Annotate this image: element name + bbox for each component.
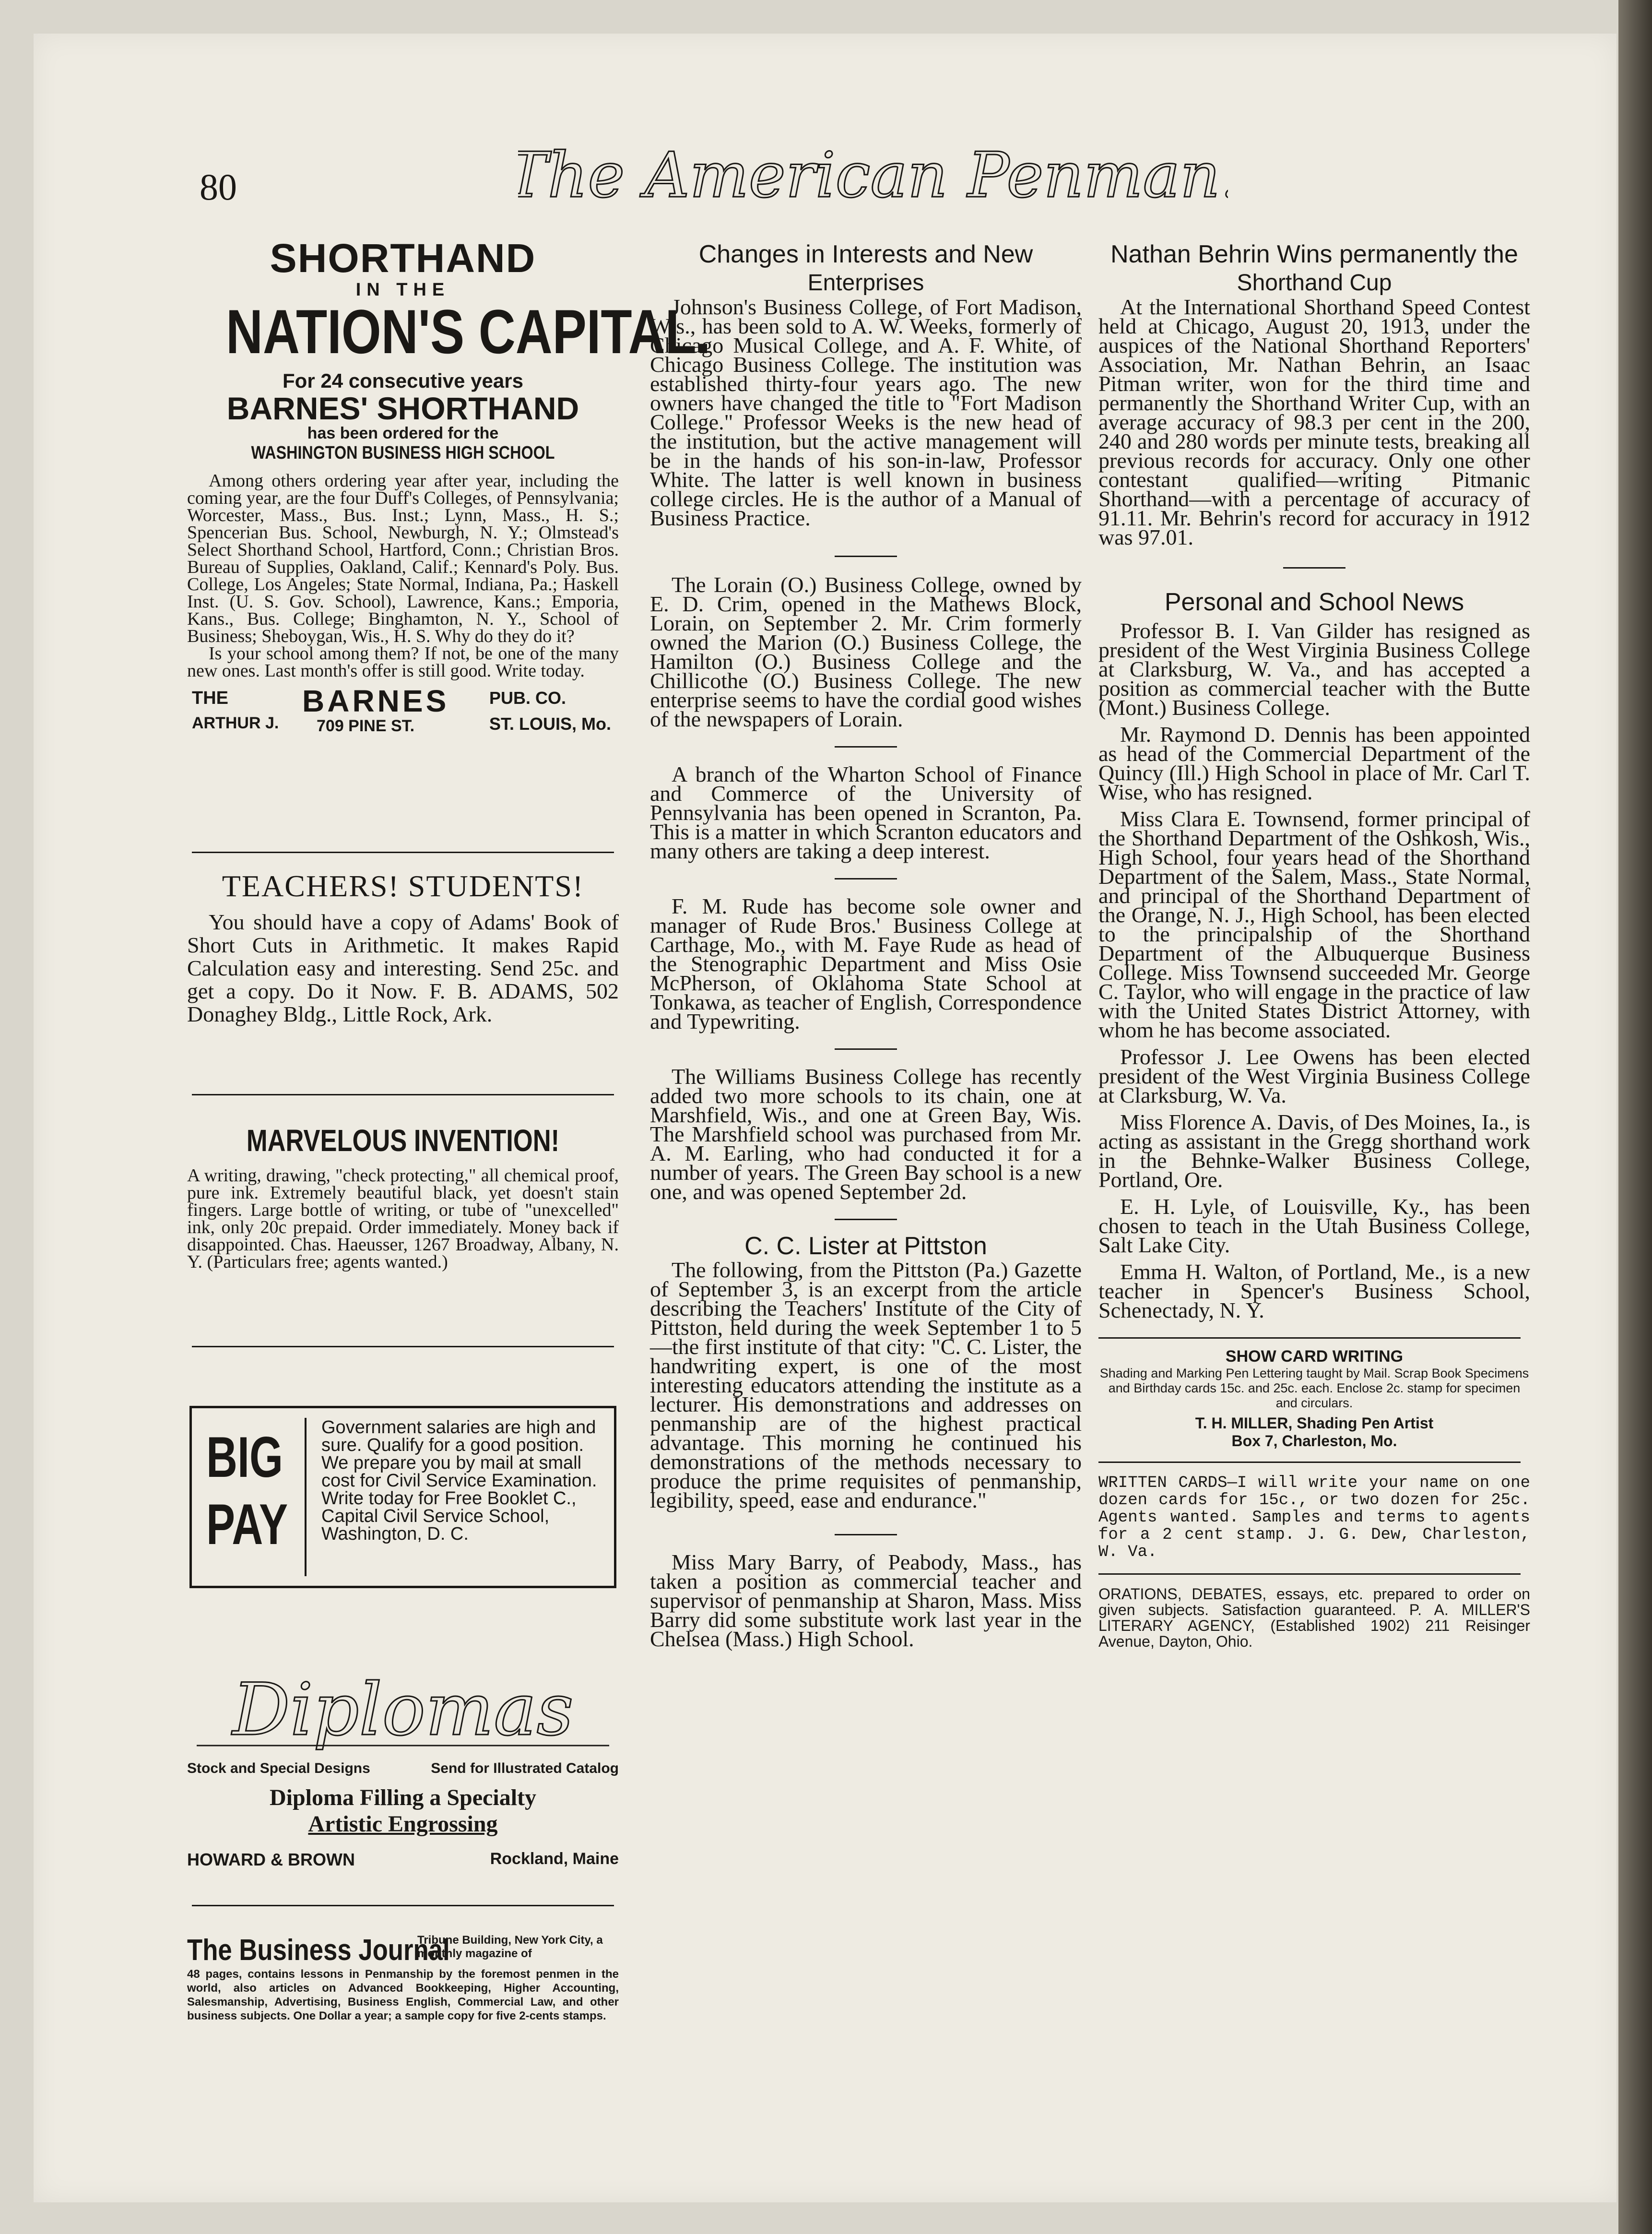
teachers-ad <box>187 868 619 1026</box>
personal-p3: Mr. Raymond D. Dennis has been appointed as head of the Commercial Department of the Quincy (Ill.) High School in place of Mr. Carl T. Wise, who has resigned. <box>1098 722 1530 804</box>
barnes-h7: WASHINGTON BUSINESS HIGH SCHOOL <box>251 443 555 463</box>
diplomas-firm: HOWARD & BROWN <box>187 1850 355 1869</box>
changes-p5: The Williams Business College has recently added two more schools to its chain, one at Marshfield, Wis., and one at Green Bay, Wis. The Marshfield school was purchased from Mr. A. M. Earling, who had conducted it for a number of years. The Green Bay school is a new one, and was opened September 2d. <box>650 1064 1082 1204</box>
barnes-body-2: Is your school among them? If not, be one of the many new ones. Last month's offer is still good. Write today. <box>187 643 619 681</box>
behrin-p1: At the International Shorthand Speed Contest held at Chicago, August 20, 1913, under the auspices of the National Shorthand Reporters' Association, Mr. Nathan Behrin, an Isaac Pitman writer, won for the third time and permanently the Shorthand Writer Cup, with an average accuracy of 98.3 per cent in the 200, 240 and 280 words per minute tests, breaking all previous records for accuracy. Only one other contestant qualified—writing Pitmanic Shorthand—with a percentage of accuracy of 91.11. Mr. Behrin's record for accuracy in 1912 was 97.01. <box>1098 295 1530 549</box>
teachers-body: You should have a copy of Adams' Book of Short Cuts in Arithmetic. It makes Rapid Calculation easy and interesting. Send 25c. and get a copy. Do it Now. F. B. ADAMS, 502 Donaghey Bldg., Little Rock, Ark. <box>187 910 619 1026</box>
changes-p1: Johnson's Business College, of Fort Madison, Wis., has been sold to A. W. Weeks, formerly of Chicago Musical College, and A. F. White, of Chicago Business College. The institution was established thirty-four years ago. The new owners have changed the title to "Fort Madison College." Professor Weeks is the new head of the institution, but the active management will be in the hands of his son-in-law, Professor White. The latter is well known in business college circles. He is the author of a Manual of Business Practice. <box>650 295 1082 530</box>
bigpay-pay: PAY <box>206 1492 288 1557</box>
svg-text:The American Penman.: The American Penman. <box>518 139 1228 212</box>
barnes-body: Among others ordering year after year, including the coming year, are the four Duff's Colleges, of Pennsylvania; Worcester, Mass., Bus. Inst.; Lynn, Mass., H. S.; Spencerian Bus. School, Newburgh, N. Y.; Olmstead's Select Shorthand School, Hartford, Conn.; Christian Bros. Bureau of Supplies, Oakland, Calif.; Kennard's Poly. Bus. College, Los Angeles; State Normal, Indiana, Pa.; Haskell Inst. (U. S. Gov. School), Lawrence, Kans.; Emporia, Kans., Bus. College; Binghamton, N. Y., School of Business; Sheboygan, Wis., H. S. Why do they do it? <box>187 471 619 646</box>
invention-ad <box>187 1123 619 1271</box>
personal-p5: Professor J. Lee Owens has been elected president of the West Virginia Business College at Clarksburg, W. Va. <box>1098 1045 1530 1107</box>
short-divider <box>835 556 897 557</box>
column-3 <box>1098 240 1530 1650</box>
changes-title-1: Changes in Interests and New <box>698 240 1033 268</box>
showcard-name: T. H. MILLER, Shading Pen Artist <box>1195 1414 1434 1432</box>
divider <box>1098 1337 1521 1339</box>
short-divider <box>835 1219 897 1220</box>
barnes-footer-left-1: THE <box>192 688 228 708</box>
journal-address: Tribune Building, New York City, a monthly magazine of <box>417 1934 603 1960</box>
journal-body: 48 pages, contains lessons in Penmanship by the foremost penmen in the world, also articles on Advanced Bookkeeping, Higher Accounting, Salesmanship, Advertising, Business English, Commercial Law, and other business subjects. One Dollar a year; a sample copy for five 2-cents stamps. <box>187 1968 619 2022</box>
showcard-title: SHOW CARD WRITING <box>1225 1347 1404 1366</box>
barnes-h6: has been ordered for the <box>307 424 499 442</box>
masthead-script <box>518 130 1228 226</box>
diplomas-ad <box>187 1665 619 1870</box>
barnes-h5: BARNES' SHORTHAND <box>226 391 579 426</box>
personal-p6: Miss Florence A. Davis, of Des Moines, Ia., is acting as assistant in the Gregg shorthand work in the Behnke-Walker Business College, Portland, Ore. <box>1098 1110 1530 1192</box>
divider <box>192 1094 614 1095</box>
barnes-footer-right-2: ST. LOUIS, Mo. <box>489 714 612 734</box>
diplomas-line1: Diploma Filling a Specialty <box>269 1785 537 1810</box>
diplomas-line2: Artistic Engrossing <box>308 1811 498 1837</box>
barnes-h2: IN THE <box>355 280 450 300</box>
divider <box>1098 1462 1521 1463</box>
lister-title: C. C. Lister at Pittston <box>744 1232 987 1260</box>
diplomas-place: Rockland, Maine <box>490 1850 619 1868</box>
barnes-h1: SHORTHAND <box>270 236 536 281</box>
divider <box>192 852 614 853</box>
barnes-footer-left-2: ARTHUR J. <box>192 714 279 732</box>
bigpay-big: BIG <box>206 1425 283 1489</box>
lister-p6: The following, from the Pittston (Pa.) Gazette of September 3, is an excerpt from the article describing the Teachers' Institute of the City of Pittston, held during the week September 1 to 5—the first institute of that city: "C. C. Lister, the handwriting expert, is one of the most interesting educators attending the institute as a lecturer. His demonstrations and addresses on penmanship are of the highest practical advantage. This morning he continued his demonstrations of the methods necessary to produce the prime requisites of penmanship, legibility, speed, ease and endurance." <box>650 1258 1082 1512</box>
barnes-ad <box>187 235 711 741</box>
short-divider <box>835 878 897 879</box>
barnes-footer-mid-2: 709 PINE ST. <box>317 717 415 735</box>
invention-title: MARVELOUS INVENTION! <box>246 1123 560 1158</box>
masthead <box>518 130 1228 226</box>
diplomas-footer <box>187 1850 619 1870</box>
personal-p4: Miss Clara E. Townsend, former principal of the Shorthand Department of the Oshkosh, Wis., High School, four years head of the Shorthand Department of the Salem, Mass., State Normal, and principal of the Shorthand Department of the Orange, N. J., High School, has been elected to the principalship of the Shorthand Department of the Albuquerque Business College. Miss Townsend succeeded Mr. George C. Taylor, who will engage in the practice of law with the United States District Attorney, with whom he has become associated. <box>1098 807 1530 1042</box>
changes-p2: The Lorain (O.) Business College, owned by E. D. Crim, opened in the Mathews Block, Lorain, on September 2. Mr. Crim formerly owned the Marion (O.) Business College, the Hamilton (O.) Business College and the Chillicothe (O.) Business College. The new enterprise seems to have the cordial good wishes of the newspapers of Lorain. <box>650 572 1082 731</box>
divider <box>192 1905 614 1906</box>
showcard-body: Shading and Marking Pen Lettering taught by Mail. Scrap Book Specimens and Birthday cards 15c. and 25c. each. Enclose 2c. stamp for specimen and circulars. <box>1099 1366 1529 1410</box>
barry-p7: Miss Mary Barry, of Peabody, Mass., has taken a position as commercial teacher and supervisor of penmanship at Sharon, Mass. Miss Barry did some substitute work last year in the Chelsea (Mass.) High School. <box>650 1550 1082 1651</box>
journal-title: The Business Journal <box>187 1934 450 1967</box>
bigpay-ad <box>189 1406 616 1588</box>
barnes-h4: For 24 consecutive years <box>283 369 523 392</box>
page-number: 80 <box>200 166 237 208</box>
personal-p8: Emma H. Walton, of Portland, Me., is a new teacher in Spencer's Business School, Schenectady, N. Y. <box>1098 1260 1530 1322</box>
invention-body: A writing, drawing, "check protecting," all chemical proof, pure ink. Extremely beautiful black, yet doesn't stain fingers. Large bottle of writing, or tube of "unexcelled" ink, only 20c prepaid. Order immediately. Money back if disappointed. Chas. Haeusser, 1267 Broadway, Albany, N. Y. (Particulars free; agents wanted.) <box>187 1165 619 1272</box>
column-2 <box>650 240 1082 1649</box>
personal-p7: E. H. Lyle, of Louisville, Ky., has been chosen to teach in the Utah Business College, Salt Lake City. <box>1098 1194 1530 1257</box>
short-divider <box>835 1534 897 1535</box>
barnes-footer-mid-1: BARNES <box>302 684 449 718</box>
divider <box>192 1346 614 1347</box>
short-divider <box>1283 567 1345 569</box>
behrin-title-2: Shorthand Cup <box>1237 270 1392 296</box>
bigpay-body: Government salaries are high and sure. Qualify for a good position. We prepare you by mail at small cost for Civil Service Examination. Write today for Free Booklet C., Capital Civil Service School, Washington, D. C. <box>321 1417 597 1544</box>
teachers-title: TEACHERS! STUDENTS! <box>222 869 584 903</box>
orations-ad: ORATIONS, DEBATES, essays, etc. prepared to order on given subjects. Satisfaction guaranteed. P. A. MILLER'S LITERARY AGENCY, (Established 1902) 211 Reisinger Avenue, Dayton, Ohio. <box>1098 1585 1530 1650</box>
changes-title-2: Enterprises <box>807 270 924 296</box>
personal-p2: Professor B. I. Van Gilder has resigned as president of the West Virginia Business College at Clarksburg, W. Va., and has accepted a position as commercial teacher with the Butte (Mont.) Business College. <box>1098 618 1530 720</box>
page-edge <box>1618 0 1652 2234</box>
bigpay-divider <box>305 1418 307 1576</box>
diplomas-left: Stock and Special Designs <box>187 1760 370 1776</box>
changes-p4: F. M. Rude has become sole owner and manager of Rude Bros.' Business College at Carthage, Mo., with M. Faye Rude as head of the Stenographic Department and Miss Osie McPherson, of Oklahoma State School at Tonkawa, as teacher of English, Correspondence and Typewriting. <box>650 894 1082 1034</box>
barnes-footer <box>187 684 619 741</box>
barnes-h3: NATION'S CAPITAL. <box>226 297 711 367</box>
journal-ad <box>187 1934 619 2023</box>
behrin-title-1: Nathan Behrin Wins permanently the <box>1110 240 1518 268</box>
written-cards-ad: WRITTEN CARDS—I will write your name on one dozen cards for 15c., or two dozen for 25c. Agents wanted. Samples and terms to agents for a 2 cent stamp. J. G. Dew, Charleston, W. Va. <box>1098 1474 1530 1561</box>
diplomas-script <box>187 1665 619 1756</box>
journal-header <box>187 1934 619 1967</box>
svg-text:Diplomas: Diplomas <box>232 1668 574 1752</box>
showcard-addr: Box 7, Charleston, Mo. <box>1231 1432 1397 1450</box>
changes-p3: A branch of the Wharton School of Finance and Commerce of the University of Pennsylvania has been opened in Scranton, Pa. This is a matter in which Scranton educators and many others are taking a deep interest. <box>650 762 1082 863</box>
short-divider <box>835 746 897 748</box>
diplomas-right: Send for Illustrated Catalog <box>431 1760 619 1776</box>
diplomas-subline <box>187 1760 619 1777</box>
divider <box>1098 1573 1521 1575</box>
personal-title: Personal and School News <box>1164 588 1464 616</box>
barnes-footer-right-1: PUB. CO. <box>489 688 566 708</box>
short-divider <box>835 1048 897 1050</box>
